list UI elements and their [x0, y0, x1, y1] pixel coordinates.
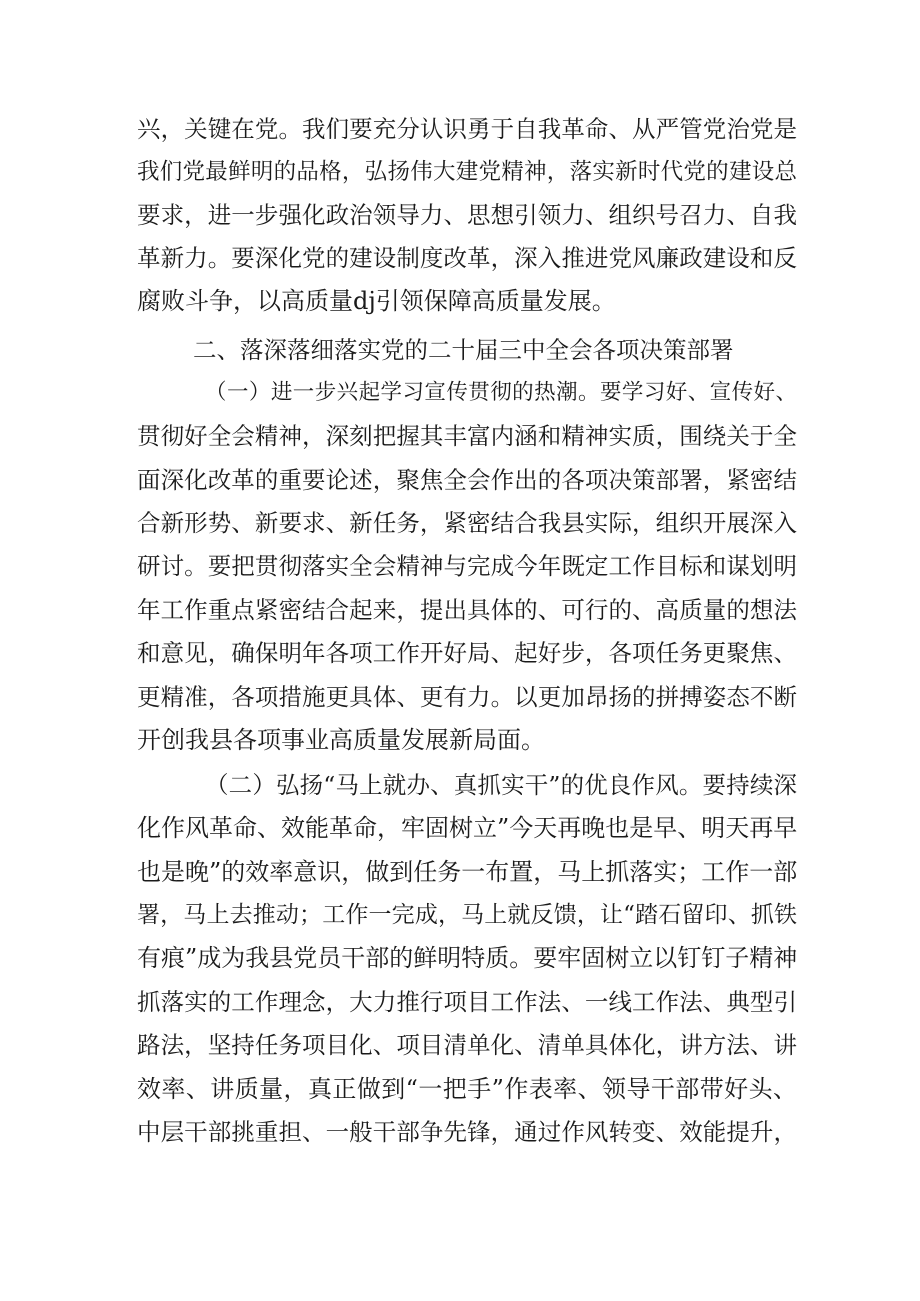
text-line-12: 年工作重点紧密结合起来，提出具体的、可行的、高质量的想法: [137, 596, 797, 624]
section-heading: 二、落深落细落实党的二十届三中全会各项决策部署: [193, 336, 733, 364]
text-line-8: 贯彻好全会精神，深刻把握其丰富内涵和精神实质，围绕关于全: [137, 422, 797, 450]
text-line-5: 腐败斗争，以高质量dj引领保障高质量发展。: [137, 287, 616, 315]
text-line-19: 署，马上去推动；工作一完成，马上就反馈，让“踏石留印、抓铁: [137, 902, 797, 928]
subsection-1-first-line: （一）进一步兴起学习宣传贯彻的热潮。要学习好、宣传好、: [205, 380, 797, 405]
text-line-14: 更精准，各项措施更具体、更有力。以更加昂扬的拼搏姿态不断: [137, 683, 797, 711]
text-line-3: 要求，进一步强化政治领导力、思想引领力、组织号召力、自我: [137, 201, 797, 229]
text-line-4: 革新力。要深化党的建设制度改革，深入推进党风廉政建设和反: [137, 244, 797, 272]
text-line-10: 合新形势、新要求、新任务，紧密结合我县实际，组织开展深入: [137, 509, 797, 537]
text-line-21: 抓落实的工作理念，大力推行项目工作法、一线工作法、典型引: [137, 988, 797, 1016]
text-line-22: 路法，坚持任务项目化、项目清单化、清单具体化，讲方法、讲: [137, 1031, 797, 1059]
text-line-23: 效率、讲质量，真正做到“一把手”作表率、领导干部带好头、: [137, 1075, 797, 1103]
text-line-13: 和意见，确保明年各项工作开好局、起好步，各项任务更聚焦、: [137, 639, 797, 667]
text-line-1: 兴，关键在党。我们要充分认识勇于自我革命、从严管党治党是: [137, 115, 797, 143]
text-line-17: 化作风革命、效能革命，牢固树立”今天再晚也是早、明天再早: [137, 814, 797, 842]
text-line-20: 有痕”成为我县党员干部的鲜明特质。要牢固树立以钉钉子精神: [137, 944, 797, 972]
text-line-18: 也是晚”的效率意识，做到任务一布置，马上抓落实；工作一部: [137, 858, 797, 886]
text-line-2: 我们党最鲜明的品格，弘扬伟大建党精神，落实新时代党的建设总: [137, 159, 797, 185]
text-line-9: 面深化改革的重要论述，聚焦全会作出的各项决策部署，紧密结: [137, 466, 797, 494]
text-line-11: 研讨。要把贯彻落实全会精神与完成今年既定工作目标和谋划明: [137, 552, 797, 580]
text-line-15: 开创我县各项事业高质量发展新局面。: [137, 726, 545, 754]
text-line-24: 中层干部挑重担、一般干部争先锋，通过作风转变、效能提升，: [137, 1118, 797, 1146]
subsection-2-first-line: （二）弘扬“马上就办、真抓实干”的优良作风。要持续深: [205, 771, 797, 799]
